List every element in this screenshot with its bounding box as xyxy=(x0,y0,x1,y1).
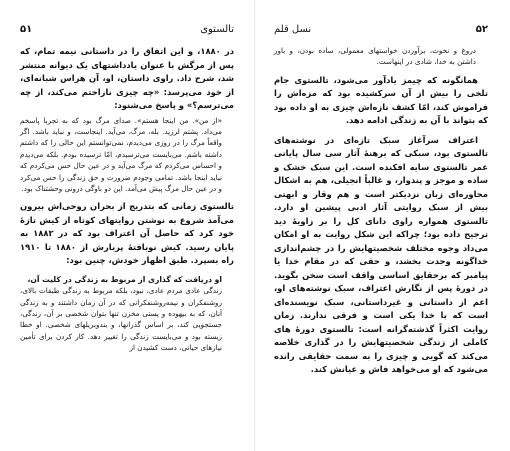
left-page xyxy=(0,0,248,451)
paragraph-1: همانگونه که چیمز یادآور می‌شود، تالستوی جام تلخی را بیش از آن سرکشیده بود که مزه‌اش را فراموش کند، امّا کشف نازه‌اش چیزی به او داده بود که بتواند با آن به زندگی ادامه دهد. xyxy=(274,74,488,126)
paragraph-1: در ۱۸۸۰، و این اتفاق را در داستانی نیمه تمام، که پس از مرگش با عنوان یادداشتهای یک دیوانه منتشر شد، شرح داد. راوی داستان، او، آن هراس شبانه‌ای، از خود می‌پرسد: «چه چیزی ناراحتم می‌کند، از چه می‌ترسم؟» و پاسخ می‌شنود: xyxy=(20,46,234,110)
quote-continuation: دروغ و نخوت، برآوردن خواستهای معمولی، ساده بودن، و باور داشتن به خدا، شادی در اینهاست. xyxy=(274,46,476,67)
paragraph-2: اعتراف سرآغاز سبک تازه‌ای در نوشته‌های تالستوی بود، سبکی که برهنهٔ آثار سی سال پایانی عمر تالستوی سایه افکنده است. این سبک خشک و ساده و موجز و پندوار، و غالباً انجیلی، هم به اشکال محاوره‌ای زبان نزدیکتر است و هم وقار و ابهتی بیش از سبک روایتی آثار ادبی پیشین او دارد. تالستوی همواره راوی دانای کل را بر زاویهٔ دید ترجیح داده بود؛ چراکه این شکل روایت به او امکان می‌داد وجوه مختلف شخصیتهایش را در چشم‌اندازی خداگونه وحدت بخشد، و حقی که در مقام خدا یا پیامبر که برحقایق اساسی واقف است سخن بگوید. در دورهٔ پس از نگارش اعتراف، سبک نوشته‌های او، اعم از داستانی و غیرداستانی، سبک نویسنده‌ای است که با خدا یکی است و فرقی ندارند. زمان روایت اکثراً گذشته‌گرانه است: تالستوی دورهٔ های کاملی از زندگی شخصیتهایش را در گذاری خلاصه می‌کند که گویی و چیزی را به سمت حقایقی رانده می‌شود که او می‌خواهد فاش و عیانش کند. xyxy=(274,134,488,375)
page-number: ۵۱ xyxy=(20,24,33,35)
running-title: نسل قلم xyxy=(274,24,312,35)
right-page xyxy=(262,0,510,451)
quote-block-2: زندگی عادی مردم عادی، نبود، بلکه مربوط به زندگی طبقات بالای، روشنفکران و نیمه‌روشنفکرانی که در آن زمان داشتند و به زندگی آنان، که به بیهوده و پستی مخزن تنها بتوان شخصی بر آن، زندگی، جستجویی کند، بر اساس گذرانها، و بندوبریلهای شخصی. او خطا زیسته بود و می‌بایست زندگی را تغییر دهد. کار کردن برای تأمین نیازهای حیاتی، دست کشیدن از xyxy=(20,286,222,353)
quote-block-1: «از من». من اینجا هستم». صدای مرگ بود که به تجربا پاسخم می‌داد. پشتم لرزید. بله، مرگ، می‌آید. اینجاست، و نباید باشد. اگر واقعاً مرگ را در روزی می‌دیدم، نمی‌توانستم این حالی را که داشتم داشته باشم. می‌بایست می‌ترسیدم، امّا ترسیده بودم. بلکه می‌دیدم و احساس می‌کردم که مرگ می‌آید و در عین حال حس می‌کردم که نباید اینجا باشد. تمامی وجودم ضرورت و حق زندگی را حس می‌کرد و در عین حال مرگ پیش می‌آمد. این دو باوگی درونی وحشتناک بود. xyxy=(20,115,222,193)
left-page-header xyxy=(20,24,234,35)
right-page-header xyxy=(274,24,488,35)
quote-block-2-lead: او دریافت که گذاری از مربوط به زندگی در کلیت آن، xyxy=(27,274,222,284)
book-gutter xyxy=(254,0,255,451)
paragraph-2: تالستوی زمانی که بتدریج از بحران روحی‌اش بیرون می‌آمد شروع به نوشتن روایتهای کوتاه از کیش تازهٔ خود کرد که حاصل آن اعتراف بود که در ۱۸۸۲ به پایان رسید. کیش نوبافتهٔ پربارش از ۱۸۸۰ تا ۱۹۱۰ راه بسپرد. طبق اظهار خودش، چنین بود: xyxy=(20,201,234,266)
running-title: تالستوی xyxy=(200,24,234,35)
page-number: ۵۲ xyxy=(475,24,488,35)
